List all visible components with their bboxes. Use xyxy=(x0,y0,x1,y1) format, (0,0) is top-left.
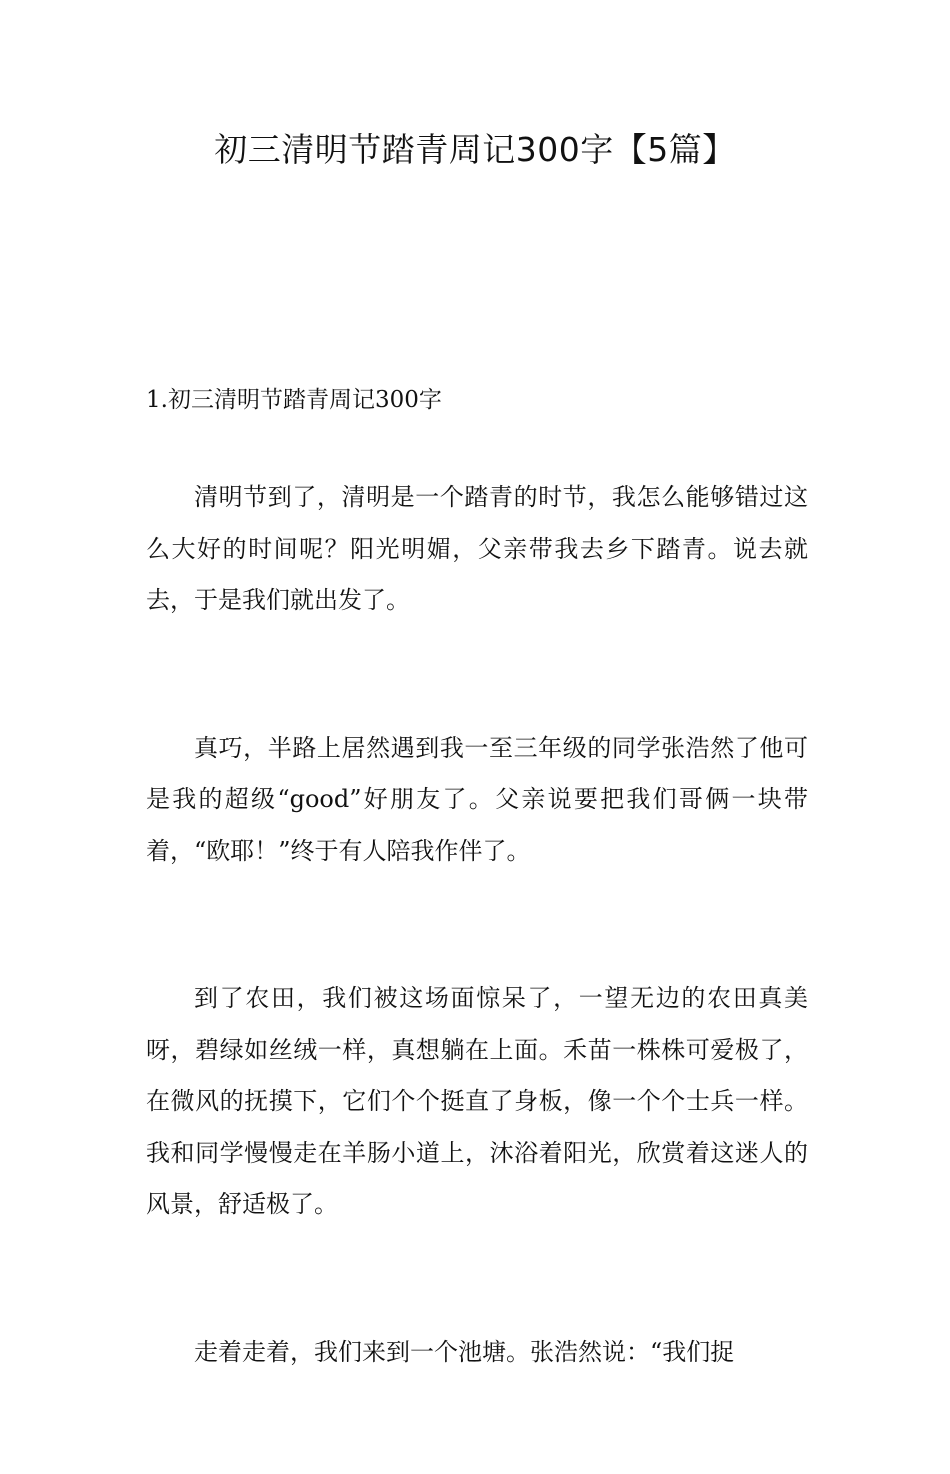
paragraph-2: 真巧，半路上居然遇到我一至三年级的同学张浩然了他可是我的超级“good”好朋友了。父亲说要把我们哥俩一块带着，“欧耶！”终于有人陪我作伴了。 xyxy=(146,733,808,865)
section-heading: 1.初三清明节踏青周记300字 xyxy=(146,387,442,413)
body-text xyxy=(146,472,808,1474)
paragraph-3: 到了农田，我们被这场面惊呆了，一望无边的农田真美呀，碧绿如丝绒一样，真想躺在上面。禾苗一株株可爱极了，在微风的抚摸下，它们个个挺直了身板，像一个个士兵一样。我和同学慢慢走在羊肠小道上，沐浴着阳光，欣赏着这迷人的风景，舒适极了。 xyxy=(146,984,808,1218)
paragraph-4: 走着走着，我们来到一个池塘。张浩然说：“我们捉 xyxy=(194,1337,735,1366)
document-title: 初三清明节踏青周记300字【5篇】 xyxy=(214,130,736,169)
paragraph-1: 清明节到了，清明是一个踏青的时节，我怎么能够错过这么大好的时间呢？阳光明媚，父亲带我去乡下踏青。说去就去，于是我们就出发了。 xyxy=(146,483,808,614)
